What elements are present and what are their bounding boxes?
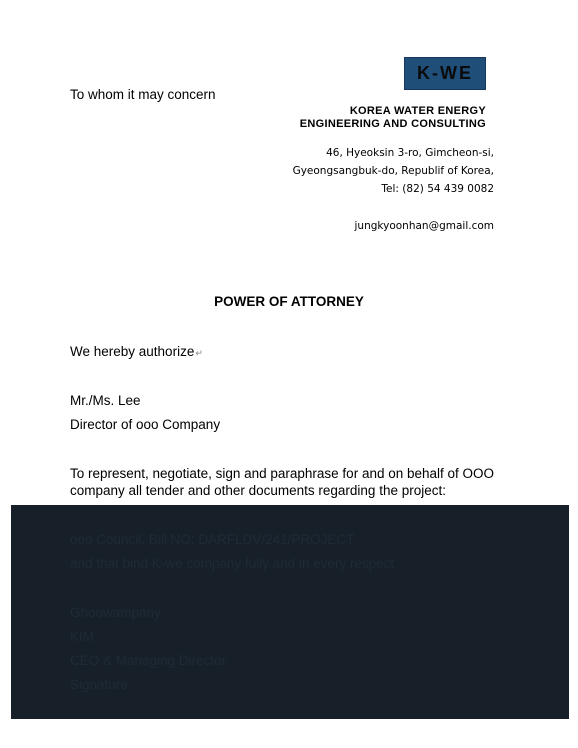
- person-name: Mr./Ms. Lee: [70, 393, 141, 408]
- authorize-line: We hereby authorize↵: [70, 344, 203, 359]
- company-logo: [404, 57, 486, 90]
- hidden-line3: Ghoowampany: [70, 605, 161, 620]
- paragraph-line1: To represent, negotiate, sign and paraphrase for and on behalf of OOO: [70, 466, 495, 481]
- hidden-line4: KIM: [70, 629, 95, 644]
- recipient-line: To whom it may concern: [70, 87, 216, 102]
- address-tel: Tel: (82) 54 439 0082: [381, 183, 494, 195]
- hidden-line2: and that bind K-we company fully and in every respect: [70, 556, 395, 571]
- document-title: POWER OF ATTORNEY: [214, 294, 364, 309]
- company-name-line1: KOREA WATER ENERGY: [349, 105, 486, 117]
- hidden-line5: CEO & Managing Director: [70, 653, 227, 668]
- person-role: Director of ooo Company: [70, 417, 221, 432]
- hidden-line6: Signature: [70, 677, 128, 692]
- address-line2: Gyeongsangbuk-do, Republif of Korea,: [292, 165, 494, 177]
- company-name-line2: ENGINEERING AND CONSULTING: [299, 118, 486, 130]
- logo-text: K-WE: [417, 63, 473, 83]
- paragraph-line2: company all tender and other documents regarding the project:: [70, 483, 446, 498]
- paragraph-mark-icon: ↵: [195, 348, 203, 358]
- redaction-overlay: [11, 505, 569, 719]
- address-email[interactable]: jungkyoonhan@gmail.com: [354, 220, 494, 232]
- address-line1: 46, Hyeoksin 3-ro, Gimcheon-si,: [326, 147, 494, 159]
- hidden-line1: ooo Council, Bill NO: DARFLDV/241/PROJECT: [70, 532, 355, 547]
